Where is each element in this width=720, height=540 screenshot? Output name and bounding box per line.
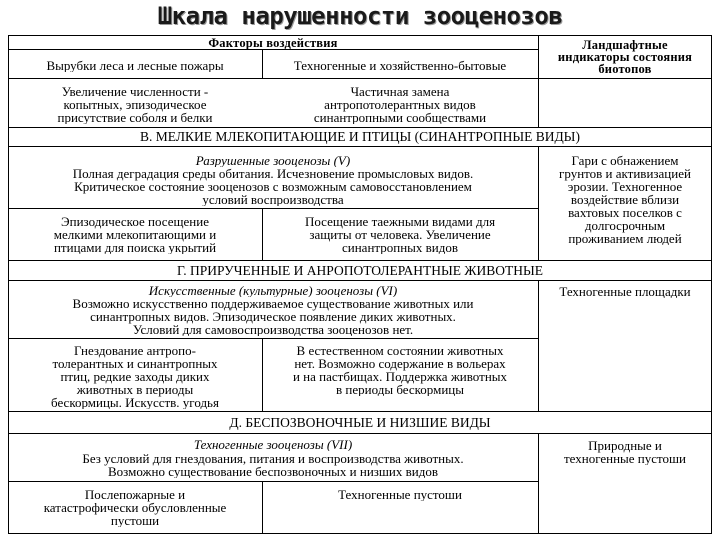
page-title: Шкала нарушенности зооценозов	[157, 2, 563, 30]
section-d-technogenic-cell: Техногенные пустоши	[338, 488, 462, 501]
section-d-heading: Д. БЕСПОЗВОНОЧНЫЕ И НИЗШИЕ ВИДЫ	[229, 416, 491, 430]
section-d-indicator: Природные и техногенные пустоши	[563, 439, 687, 465]
section-d-zoocenosis: Техногенные зооценозы (VII)	[193, 438, 353, 451]
top-row-logging-cell: Увеличение численности - копытных, эпизодическое присутствие соболя и белки	[57, 85, 213, 124]
section-d-desc-rule	[8, 481, 538, 482]
section-g-technogenic-cell: В естественном состоянии животных нет. Возможно содержание в вольерах и на пастбищах. Поддержка животных в периоды бескормицы	[292, 344, 508, 396]
section-b-technogenic-cell: Посещение таежными видами для защиты от человека. Увеличение синантропных видов	[304, 215, 496, 254]
section-d-heading-rule	[8, 433, 712, 434]
technogenic-header: Техногенные и хозяйственно-бытовые	[293, 59, 507, 72]
header-bottom-rule	[8, 78, 712, 79]
section-g-heading: Г. ПРИРУЧЕННЫЕ И АНРОПОТОЛЕРАНТНЫЕ ЖИВОТНЫЕ	[176, 264, 544, 278]
section-d-description: Без условий для гнездования, питания и воспроизводства животных. Возможно существование беспозвоночных и низших видов	[82, 452, 464, 478]
section-b-zoocenosis: Разрушенные зооценозы (V)	[195, 154, 351, 167]
landscape-indicators-header: Ландшафтные индикаторы состояния биотопов	[557, 39, 693, 75]
section-b-desc-rule	[8, 208, 538, 209]
header-divider	[8, 49, 538, 50]
section-b-top-rule	[8, 127, 712, 128]
section-g-desc-rule	[8, 338, 538, 339]
section-b-description: Полная деградация среды обитания. Исчезновение промысловых видов. Критическое состояние зооценозов с возможным самовосстановлением условий воспроизводства	[72, 167, 474, 206]
factors-header: Факторы воздействия	[208, 37, 338, 49]
indicator-column-rule-g	[538, 280, 539, 411]
top-row-technogenic-cell: Частичная замена антропотолерантных видов синантропными сообществами	[313, 85, 487, 124]
section-g-logging-cell: Гнездование антропо- толерантных и синантропных птиц, редкие заходы диких животных в периоды бескормицы. Искусств. угодья	[51, 344, 219, 409]
section-g-heading-rule	[8, 280, 712, 281]
section-b-heading-rule	[8, 146, 712, 147]
logging-fires-header: Вырубки леса и лесные пожары	[46, 59, 224, 72]
section-b-heading: В. МЕЛКИЕ МЛЕКОПИТАЮЩИЕ И ПТИЦЫ (СИНАНТРОПНЫЕ ВИДЫ)	[140, 130, 580, 144]
section-g-indicator: Техногенные площадки	[559, 285, 691, 298]
section-g-zoocenosis: Искусственные (культурные) зооценозы (VI)	[148, 284, 398, 297]
disturbance-scale-table	[8, 35, 712, 535]
table-border-top	[8, 35, 712, 36]
table-border-bottom	[8, 533, 712, 534]
section-g-top-rule	[8, 260, 712, 261]
section-b-indicator: Гари с обнажением грунтов и активизацией эрозии. Техногенное воздействие вблизи вахтовых поселков с долгосрочным проживанием людей	[559, 154, 691, 245]
section-g-description: Возможно искусственно поддерживаемое существование животных или синантропных видов. Эпизодическое появление диких животных. Условий для самовоспроизводства зооценозов нет.	[72, 297, 474, 336]
section-d-logging-cell: Послепожарные и катастрофически обусловленные пустоши	[43, 488, 227, 527]
section-b-logging-cell: Эпизодическое посещение мелкими млекопитающими и птицами для поиска укрытий	[53, 215, 217, 254]
section-d-top-rule	[8, 411, 712, 412]
